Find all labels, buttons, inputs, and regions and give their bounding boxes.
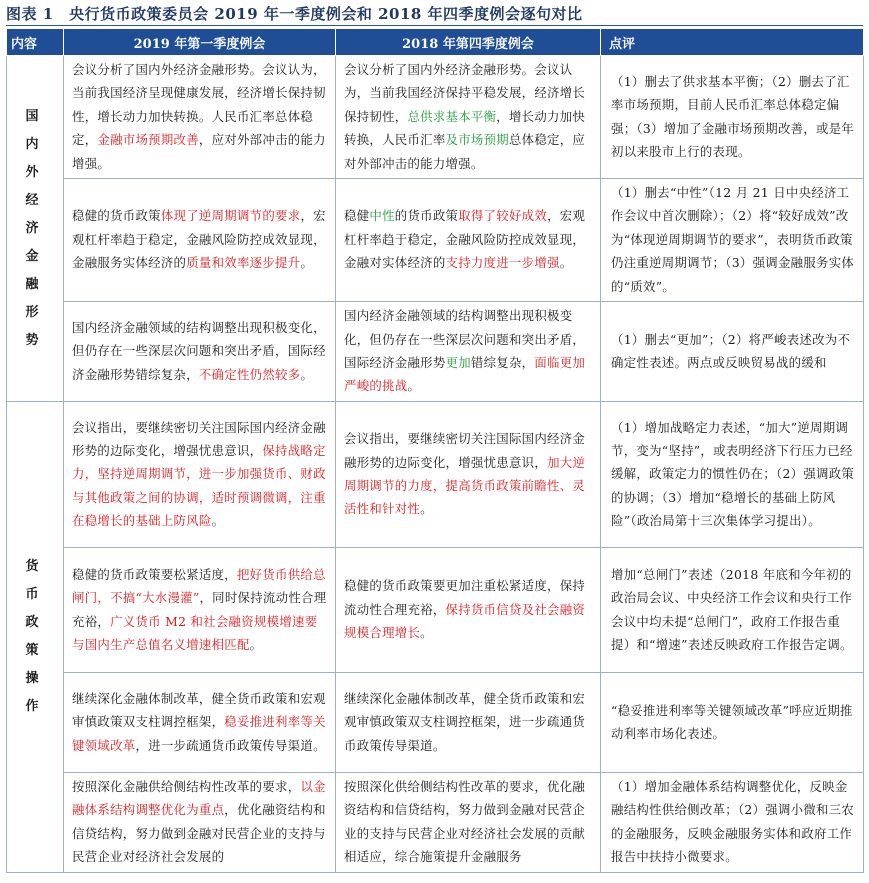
text-segment: 的货币政策 <box>394 208 459 224</box>
cell-2019q1 <box>64 56 336 179</box>
cell-comment: （1）增加金融体系结构调整优化，反映金融结构性供给侧改革；（2）强调小微和三农的金融服务，反映金融服务实体和政府工作报告中扶持小微要求。 <box>601 773 864 873</box>
highlighted-text: 总供求基本平衡 <box>407 108 497 124</box>
text-segment: ，宏观杠杆率趋于稳定，金融风险防控成效显现，金融对实体经济的 <box>344 208 586 271</box>
text-segment: 总体稳定，应对外部冲击的能力增强。 <box>344 132 586 171</box>
text-segment: ，增长动力加快转换，人民币汇率 <box>344 108 586 148</box>
cell-2018q4 <box>336 402 601 548</box>
cell-comment: 增加“总闸门”表述（2018 年底和今年初的政治局会议、中央经济工作会议和央行工作会议中均未提“总闸门”，政府工作报告重提）和“增速”表述反映政府工作报告定调。 <box>601 548 864 673</box>
text-segment: 稳健的货币政策 <box>72 208 161 224</box>
highlighted-text: 取得了较好成效 <box>458 208 548 224</box>
header-2019q1: 2019 年第一季度例会 <box>64 29 336 56</box>
cell-2019q1 <box>64 402 336 548</box>
text-segment: 按照深化金融供给侧结构性改革的要求， <box>72 779 301 795</box>
highlighted-text: 质量和效率逐步提升 <box>186 255 301 271</box>
highlighted-text: 不确定性仍然较多 <box>198 366 301 382</box>
text-segment: ，宏观杠杆率趋于稳定，金融风险防控成效显现，金融服务实体经济的 <box>72 208 326 271</box>
text-segment: 会议指出，要继续密切关注国际国内经济金融形势的边际变化，增强忧患意识， <box>344 431 586 470</box>
text-segment: 。 <box>249 636 263 652</box>
figure-title: 图表 1 央行货币政策委员会 2019 年一季度例会和 2018 年四季度例会逐句对比 <box>6 5 583 23</box>
text-segment: 会议分析了国内外经济金融形势。会议认为，当前我国经济保持平稳发展，经济增长保持韧性， <box>344 62 586 124</box>
highlighted-text: 把好货币供给总闸门，不搞“大水漫灌” <box>72 566 326 606</box>
highlighted-text: 更加 <box>445 355 471 371</box>
cell-2019q1 <box>64 179 336 302</box>
text-segment: 稳健的货币政策要更加注重松紧适度，保持流动性合理充裕， <box>344 578 586 617</box>
header-2018q4: 2018 年第四季度例会 <box>336 29 601 56</box>
table-row <box>7 673 864 773</box>
cell-comment: （1）增加战略定力表述，“加大”逆周期调节，变为“坚持”，或表明经济下行压力已经缓解，政策定力的惯性仍在；（2）强调政策的协调；（3）增加“稳增长的基础上防风险”（政治局第十三次集体学习提出）。 <box>601 402 864 548</box>
text-segment: 。 <box>211 513 225 529</box>
cell-comment: “稳妥推进利率等关键领域改革”呼应近期推动利率市场化表述。 <box>601 673 864 773</box>
text-segment: ，进一步疏通货币政策传导渠道。 <box>135 737 326 753</box>
highlighted-text: 以金融体系结构调整优化为重点 <box>72 779 326 818</box>
highlighted-text: 金融市场预期改善 <box>97 132 199 148</box>
highlighted-text: 加大逆周期调节的力度，提高货币政策前瞻性、灵活性和针对性 <box>344 454 586 517</box>
text-segment: 稳健 <box>344 208 370 224</box>
table-row <box>7 773 864 873</box>
cell-2018q4 <box>336 548 601 673</box>
text-segment: 会议分析了国内外经济金融形势。会议认为，当前我国经济呈现健康发展，经济增长保持韧性，增长动力加快转换。人民币汇率总体稳定， <box>72 62 326 148</box>
text-segment: 继续深化金融体制改革，健全货币政策和宏观审慎政策双支柱调控框架，进一步疏通货币政策传导渠道。 <box>344 690 586 753</box>
cell-2018q4 <box>336 773 601 873</box>
text-segment: ，应对外部冲击的能力增强。 <box>72 132 326 171</box>
cell-2018q4 <box>336 56 601 179</box>
table-row <box>7 56 864 179</box>
cell-2018q4 <box>336 302 601 402</box>
header-content: 内容 <box>7 29 64 56</box>
highlighted-text: 支持力度进一步增强 <box>445 255 560 271</box>
section-label-economy: 国内外经济金融形势 <box>7 56 64 402</box>
highlighted-text: 保持货币信贷及社会融资规模合理增长 <box>344 601 586 641</box>
table-row <box>7 179 864 302</box>
cell-comment: （1）删去“更加”；（2）将严峻表述改为不确定性表述。两点或反映贸易战的缓和 <box>601 302 864 402</box>
highlighted-text: 中性 <box>369 208 395 224</box>
text-segment: 错综复杂， <box>470 355 535 371</box>
text-segment: 。 <box>407 378 421 394</box>
cell-comment: （1）删去了供求基本平衡；（2）删去了汇率市场预期，目前人民币汇率总体稳定偏强；（3）增加了金融市场预期改善，或是年初以来股市上行的表现。 <box>601 56 864 179</box>
highlighted-text: 广义货币 M2 和社会融资规模增速要与国内生产总值名义增速相匹配 <box>72 613 318 652</box>
title-rule <box>6 25 863 26</box>
text-segment: 会议指出，要继续密切关注国际国内经济金融形势的边际变化，增强忧患意识， <box>72 419 326 458</box>
comparison-table <box>6 28 864 873</box>
header-comment: 点评 <box>601 29 864 56</box>
text-segment: 继续深化金融体制改革，健全货币政策和宏观审慎政策双支柱调控框架， <box>72 690 326 730</box>
text-segment: 国内经济金融领域的结构调整出现积极变化，但仍存在一些深层次问题和突出矛盾，国际经济金融形势 <box>344 308 586 371</box>
cell-comment: （1）删去“中性”（12 月 21 日中央经济工作会议中首次删除）；（2）将“较好成效”改为“体现逆周期调节的要求”，表明货币政策仍注重逆周期调节；（3）强调金融服务实体的“质效”。 <box>601 179 864 302</box>
text-segment: ，优化融资结构和信贷结构，努力做到金融对民营企业的支持与民营企业对经济社会发展的 <box>72 802 326 865</box>
highlighted-text: 面临更加严峻的挑战 <box>344 355 586 394</box>
header-row <box>7 29 864 56</box>
cell-2018q4 <box>336 673 601 773</box>
text-segment: 。 <box>420 501 433 517</box>
cell-2019q1 <box>64 773 336 873</box>
highlighted-text: 及市场预期 <box>445 132 509 148</box>
cell-2018q4 <box>336 179 601 302</box>
section-label-monetary: 货币政策操作 <box>7 402 64 873</box>
cell-2019q1 <box>64 302 336 402</box>
text-segment: 。 <box>300 255 314 271</box>
table-row <box>7 548 864 673</box>
table-row <box>7 402 864 548</box>
text-segment: 按照深化供给侧结构性改革的要求，优化融资结构和信贷结构，努力做到金融对民营企业的支持与民营企业对经济社会发展的贡献相适应，综合施策提升金融服务 <box>344 779 586 865</box>
table-row <box>7 302 864 402</box>
highlighted-text: 保持战略定力，坚持逆周期调节，进一步加强货币、财政与其他政策之间的协调，适时预调微调，注重在稳增长的基础上防风险 <box>72 442 326 529</box>
text-segment: 。 <box>559 255 573 271</box>
text-segment: ，同时保持流动性合理充裕， <box>72 590 327 629</box>
text-segment: 稳健的货币政策要松紧适度， <box>72 566 237 582</box>
text-segment: 。 <box>300 366 314 382</box>
cell-2019q1 <box>64 673 336 773</box>
highlighted-text: 稳妥推进利率等关键领域改革 <box>72 714 326 753</box>
highlighted-text: 体现了逆周期调节的要求 <box>160 208 301 224</box>
cell-2019q1 <box>64 548 336 673</box>
text-segment: 。 <box>420 625 433 641</box>
text-segment: 国内经济金融领域的结构调整出现积极变化，但仍存在一些深层次问题和突出矛盾，国际经济金融形势错综复杂， <box>72 319 326 382</box>
